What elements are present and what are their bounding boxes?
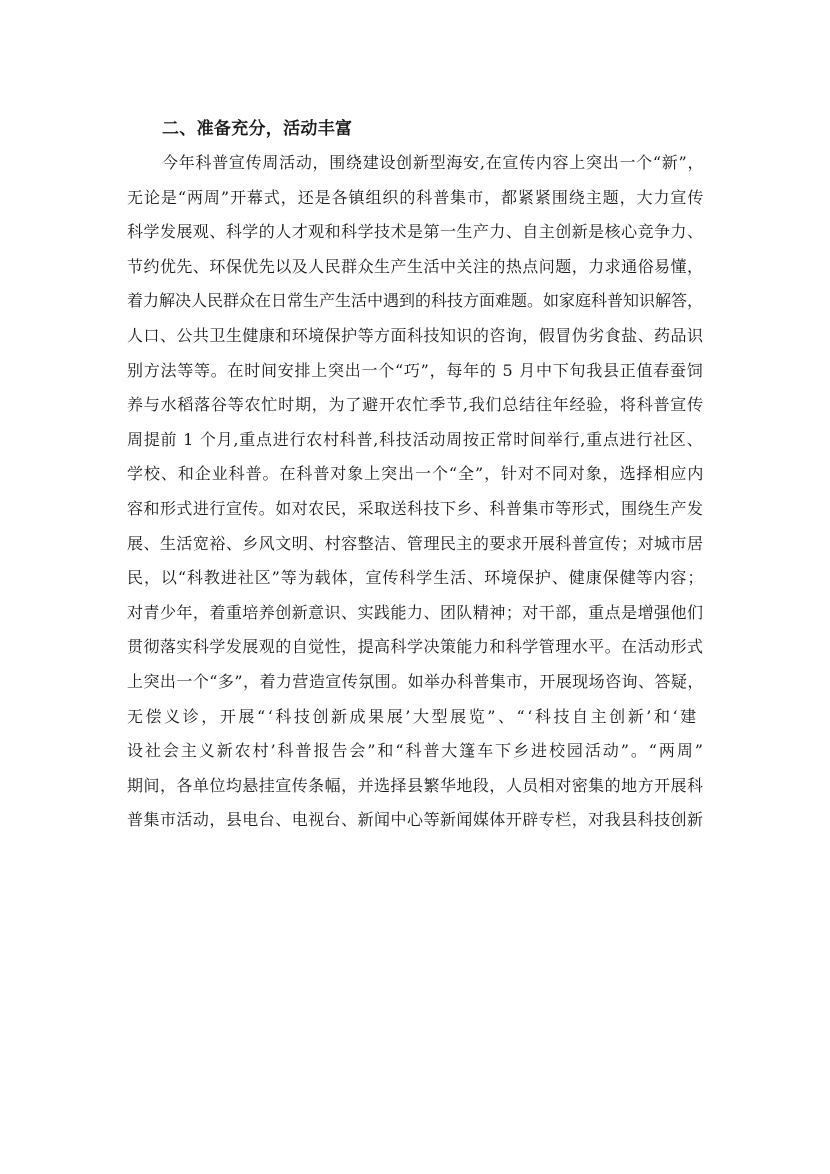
paragraph-line: 期间，各单位均悬挂宣传条幅，并选择县繁华地段，人员相对密集的地方开展科	[127, 776, 704, 795]
paragraph-line: 无偿义诊，开展“‘科技创新成果展’大型展览”、“‘科技自主创新’和‘建	[127, 707, 699, 726]
paragraph-line: 科学发展观、科学的人才观和科学技术是第一生产力、自主创新是核心竞争力、	[127, 222, 704, 241]
paragraph-line: 今年科普宣传周活动，围绕建设创新型海安,在宣传内容上突出一个“新”，	[162, 153, 705, 172]
paragraph-line: 上突出一个“多”，着力营造宣传氛围。如举办科普集市，开展现场咨询、答疑，	[127, 672, 704, 691]
paragraph-line: 民，以“科教进社区”等为载体，宣传科学生活、环境保护、健康保健等内容；	[127, 568, 705, 587]
paragraph-line: 别方法等等。在时间安排上突出一个“巧”，每年的 5 月中下旬我县正值春蚕饲	[127, 361, 704, 380]
paragraph-line: 贯彻落实科学发展观的自觉性，提高科学决策能力和科学管理水平。在活动形式	[127, 637, 704, 656]
paragraph-line: 人口、公共卫生健康和环境保护等方面科技知识的咨询，假冒伪劣食盐、药品识	[127, 326, 704, 345]
paragraph-line: 普集市活动，县电台、电视台、新闻中心等新闻媒体开辟专栏，对我县科技创新	[127, 810, 704, 829]
section-heading: 二、准备充分，活动丰富	[162, 119, 353, 139]
paragraph-line: 养与水稻落谷等农忙时期，为了避开农忙季节,我们总结往年经验，将科普宣传	[127, 395, 704, 414]
paragraph-line: 对青少年，着重培养创新意识、实践能力、团队精神；对干部，重点是增强他们	[127, 603, 704, 622]
paragraph-line: 无论是“两周”开幕式，还是各镇组织的科普集市，都紧紧围绕主题，大力宣传	[127, 188, 705, 207]
paragraph-line: 节约优先、环保优先以及人民群众生产生活中关注的热点问题，力求通俗易懂，	[127, 257, 704, 276]
paragraph-line: 设社会主义新农村’科普报告会”和“科普大篷车下乡进校园活动”。“两周”	[127, 741, 705, 760]
paragraph-line: 着力解决人民群众在日常生产生活中遇到的科技方面难题。如家庭科普知识解答，	[127, 291, 704, 310]
paragraph-line: 学校、和企业科普。在科普对象上突出一个“全”，针对不同对象，选择相应内	[127, 464, 705, 483]
paragraph-line: 容和形式进行宣传。如对农民，采取送科技下乡、科普集市等形式，围绕生产发	[127, 499, 704, 518]
paragraph-line: 展、生活宽裕、乡风文明、村容整洁、管理民主的要求开展科普宣传；对城市居	[127, 534, 704, 553]
paragraph-line: 周提前 1 个月,重点进行农村科普,科技活动周按正常时间举行,重点进行社区、	[127, 430, 704, 449]
